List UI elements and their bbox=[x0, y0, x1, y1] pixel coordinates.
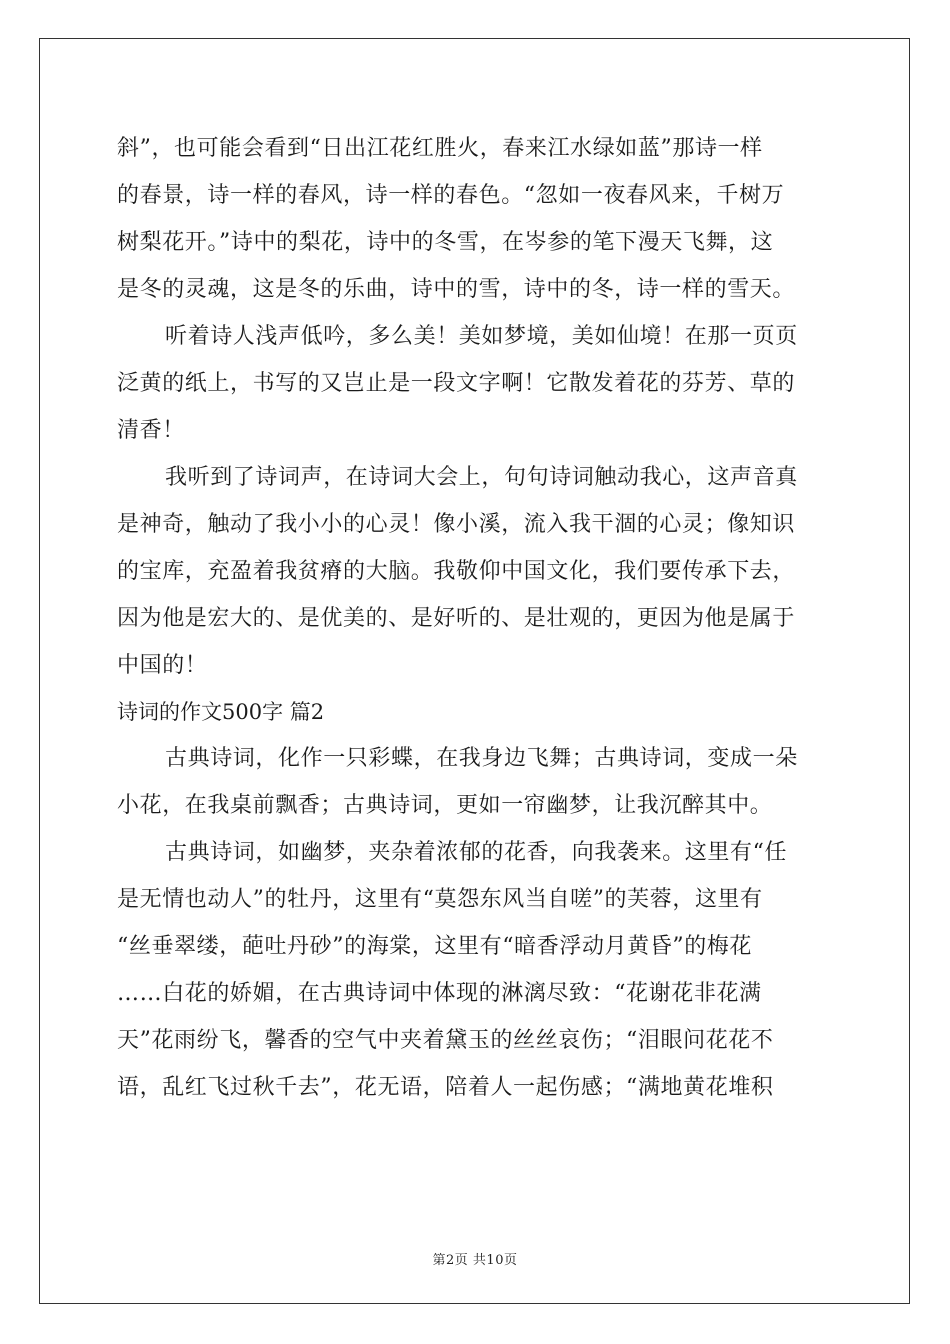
paragraph-3 bbox=[117, 454, 837, 689]
paragraph-5 bbox=[117, 829, 837, 1111]
paragraph-line: “丝垂翠缕，葩吐丹砂”的海棠，这里有“暗香浮动月黄昏”的梅花 bbox=[117, 934, 752, 959]
paragraph-line: 中国的！ bbox=[117, 653, 208, 678]
paragraph-line: 我听到了诗词声，在诗词大会上，句句诗词触动我心，这声音真 bbox=[165, 465, 798, 490]
paragraph-line: 是无情也动人”的牡丹，这里有“莫怨东风当自嗟”的芙蓉，这里有 bbox=[117, 887, 763, 912]
document-body bbox=[117, 125, 837, 1111]
paragraph-line: 天”花雨纷飞，馨香的空气中夹着黛玉的丝丝哀伤；“泪眼问花花不 bbox=[117, 1028, 774, 1053]
paragraph-line: 古典诗词，化作一只彩蝶，在我身边飞舞；古典诗词，变成一朵 bbox=[165, 746, 798, 771]
paragraph-4 bbox=[117, 735, 837, 829]
paragraph-line: 小花，在我桌前飘香；古典诗词，更如一帘幽梦，让我沉醉其中。 bbox=[117, 793, 773, 818]
paragraph-line: 清香！ bbox=[117, 418, 185, 443]
paragraph-line: 是神奇，触动了我小小的心灵！像小溪，流入我干涸的心灵；像知识 bbox=[117, 512, 796, 537]
paragraph-line: 古典诗词，如幽梦，夹杂着浓郁的花香，向我袭来。这里有“任 bbox=[165, 840, 788, 865]
page-footer: 第2页 共10页 bbox=[432, 1253, 518, 1268]
section-heading: 诗词的作文500字 篇2 bbox=[117, 700, 325, 724]
paragraph-line: 听着诗人浅声低吟，多么美！美如梦境，美如仙境！在那一页页 bbox=[165, 324, 798, 349]
paragraph-line: 泛黄的纸上，书写的又岂止是一段文字啊！它散发着花的芬芳、草的 bbox=[117, 371, 796, 396]
paragraph-line: 因为他是宏大的、是优美的、是好听的、是壮观的，更因为他是属于 bbox=[117, 606, 796, 631]
paragraph-line: 的宝库，充盈着我贫瘠的大脑。我敬仰中国文化，我们要传承下去， bbox=[117, 559, 796, 584]
paragraph-line: ……白花的娇媚，在古典诗词中体现的淋漓尽致：“花谢花非花满 bbox=[117, 981, 762, 1006]
paragraph-2 bbox=[117, 313, 837, 454]
paragraph-1 bbox=[117, 125, 837, 313]
paragraph-line: 是冬的灵魂，这是冬的乐曲，诗中的雪，诗中的冬，诗一样的雪天。 bbox=[117, 277, 796, 302]
paragraph-line: 语，乱红飞过秋千去”，花无语，陪着人一起伤感；“满地黄花堆积 bbox=[117, 1075, 774, 1100]
paragraph-line: 的春景，诗一样的春风，诗一样的春色。“忽如一夜春风来，千树万 bbox=[117, 183, 785, 208]
paragraph-line: 树梨花开。”诗中的梨花，诗中的冬雪，在岑参的笔下漫天飞舞，这 bbox=[117, 230, 774, 255]
paragraph-line: 斜”，也可能会看到“日出江花红胜火，春来江水绿如蓝”那诗一样 bbox=[117, 136, 763, 161]
